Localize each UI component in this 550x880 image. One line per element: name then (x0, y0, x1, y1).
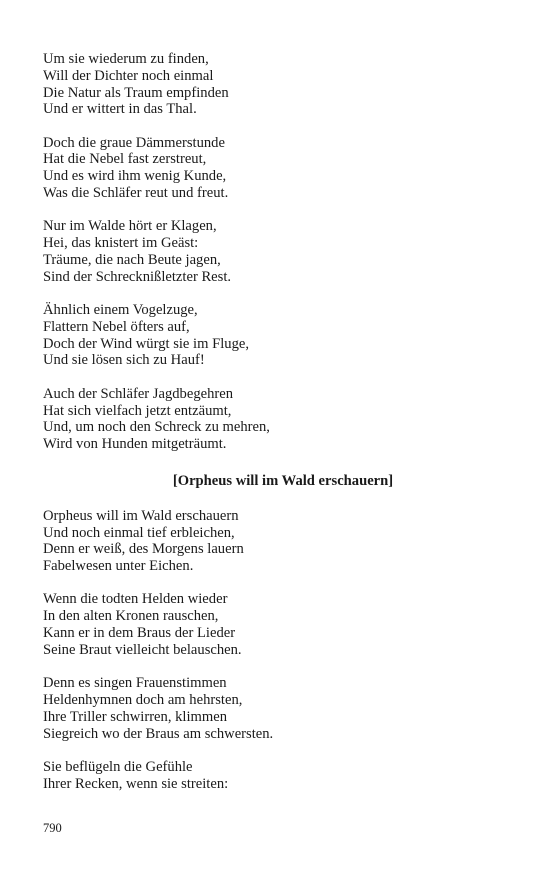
stanza (43, 508, 513, 575)
verse-line: Wird von Hunden mitgeträumt. (43, 436, 227, 453)
verse-line: Fabelwesen unter Eichen. (43, 558, 194, 575)
verse-line: Sie beflügeln die Gefühle (43, 758, 193, 775)
verse-line: Und es wird ihm wenig Kunde, (43, 168, 227, 185)
verse-line: Nur im Walde hört er Klagen, (43, 218, 217, 235)
poem-1 (43, 51, 513, 453)
verse-line: Und er wittert in das Thal. (43, 101, 197, 118)
stanza (43, 218, 513, 285)
verse-line: Orpheus will im Wald erschauern (43, 507, 239, 524)
verse-line: Siegreich wo der Braus am schwersten. (43, 725, 274, 742)
verse-line: Was die Schläfer reut und freut. (43, 185, 229, 202)
verse-line: Um sie wiederum zu finden, (43, 51, 209, 67)
stanza (43, 386, 513, 453)
verse-line: Ähnlich einem Vogelzuge, (43, 302, 198, 319)
verse-line: Doch der Wind würgt sie im Fluge, (43, 335, 250, 352)
verse-line: Will der Dichter noch einmal (43, 67, 214, 84)
verse-line: Flattern Nebel öfters auf, (43, 318, 190, 335)
verse-line: Und noch einmal tief erbleichen, (43, 524, 235, 541)
verse-line: Denn er weiß, des Morgens lauern (43, 541, 244, 558)
verse-line: Sind der Schrecknißletzter Rest. (43, 268, 232, 285)
poem-2 (43, 508, 513, 793)
verse-line: Hei, das knistert im Geäst: (43, 235, 199, 252)
verse-line: Ihrer Recken, wenn sie streiten: (43, 775, 229, 792)
verse-line: Und, um noch den Schreck zu mehren, (43, 419, 270, 436)
stanza (43, 135, 513, 202)
verse-line: Träume, die nach Beute jagen, (43, 251, 221, 268)
verse-line: Wenn die todten Helden wieder (43, 591, 228, 608)
verse-line: Hat die Nebel fast zerstreut, (43, 151, 207, 168)
verse-line: Kann er in dem Braus der Lieder (43, 625, 236, 642)
stanza (43, 591, 513, 658)
text-block (43, 51, 513, 792)
poem-title: [Orpheus will im Wald erschauern] (172, 472, 394, 489)
stanza (43, 675, 513, 742)
verse-line: Hat sich vielfach jetzt entzäumt, (43, 402, 232, 419)
stanza (43, 51, 513, 118)
verse-line: Ihre Triller schwirren, klimmen (43, 708, 228, 725)
verse-line: Auch der Schläfer Jagdbegehren (43, 385, 234, 402)
page-number: 790 (43, 821, 62, 835)
verse-line: Und sie lösen sich zu Hauf! (43, 352, 205, 369)
stanza (43, 759, 513, 793)
verse-line: Die Natur als Traum empfinden (43, 84, 229, 101)
verse-line: Denn es singen Frauenstimmen (43, 675, 227, 692)
verse-line: Seine Braut vielleicht belauschen. (43, 641, 242, 658)
stanza (43, 302, 513, 369)
verse-line: Doch die graue Dämmerstunde (43, 134, 225, 151)
verse-line: Heldenhymnen doch am hehrsten, (43, 691, 243, 708)
verse-line: In den alten Kronen rauschen, (43, 608, 219, 625)
